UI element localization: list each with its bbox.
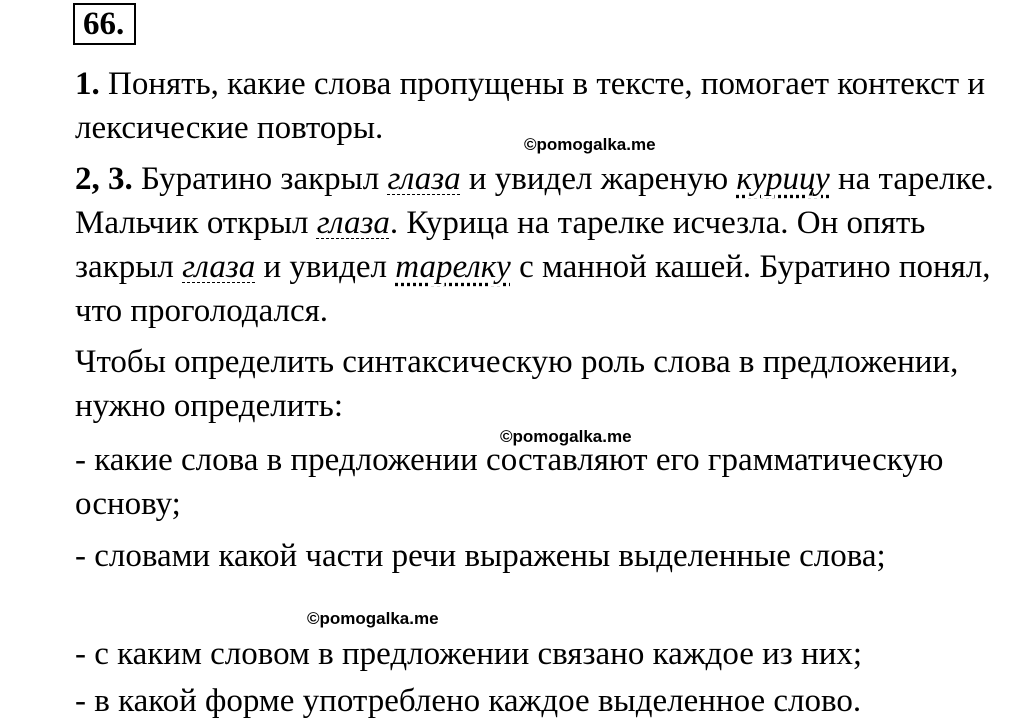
task-1-paragraph [3, 62, 1031, 150]
story-text: с манной кашей. Буратино понял, что проголодался. [75, 249, 991, 329]
story-text: на тарелке. Мальчик открыл [75, 161, 994, 241]
watermark: ©pomogalka.me [307, 609, 439, 628]
exercise-number: 66. [73, 3, 136, 45]
object-word: курицу [736, 161, 830, 197]
intro-paragraph: Чтобы определить синтаксическую роль слова в предложении, нужно определить: [75, 344, 959, 424]
object-word: глаза [182, 249, 256, 285]
task-1-text: Понять, какие слова пропущены в тексте, помогает контекст и лексические повторы. [75, 66, 986, 146]
story-text: Буратино закрыл [132, 161, 388, 197]
object-word: глаза [387, 161, 461, 197]
story-text: . Курица на тарелке исчезла. Он опять закрыл [75, 205, 926, 285]
step-item: - какие слова в предложении составляют его грамматическую основу; [75, 442, 944, 522]
story-text: и увидел [255, 249, 396, 285]
story-text: и увидел жареную [460, 161, 737, 197]
object-word: глаза [316, 205, 390, 241]
step-item: - словами какой части речи выражены выделенные слова; [75, 538, 886, 574]
task-1-label: 1. [75, 66, 100, 102]
task-2-3-paragraph [3, 157, 1031, 333]
step-item: - в какой форме употреблено каждое выделенное слово. [75, 683, 862, 719]
watermark: ©pomogalka.me [524, 135, 656, 154]
watermark: ©pomogalka.me [500, 427, 632, 446]
step-item: - с каким словом в предложении связано каждое из них; [75, 636, 863, 672]
task-2-3-label: 2, 3. [75, 161, 133, 197]
object-word: тарелку [395, 249, 511, 285]
